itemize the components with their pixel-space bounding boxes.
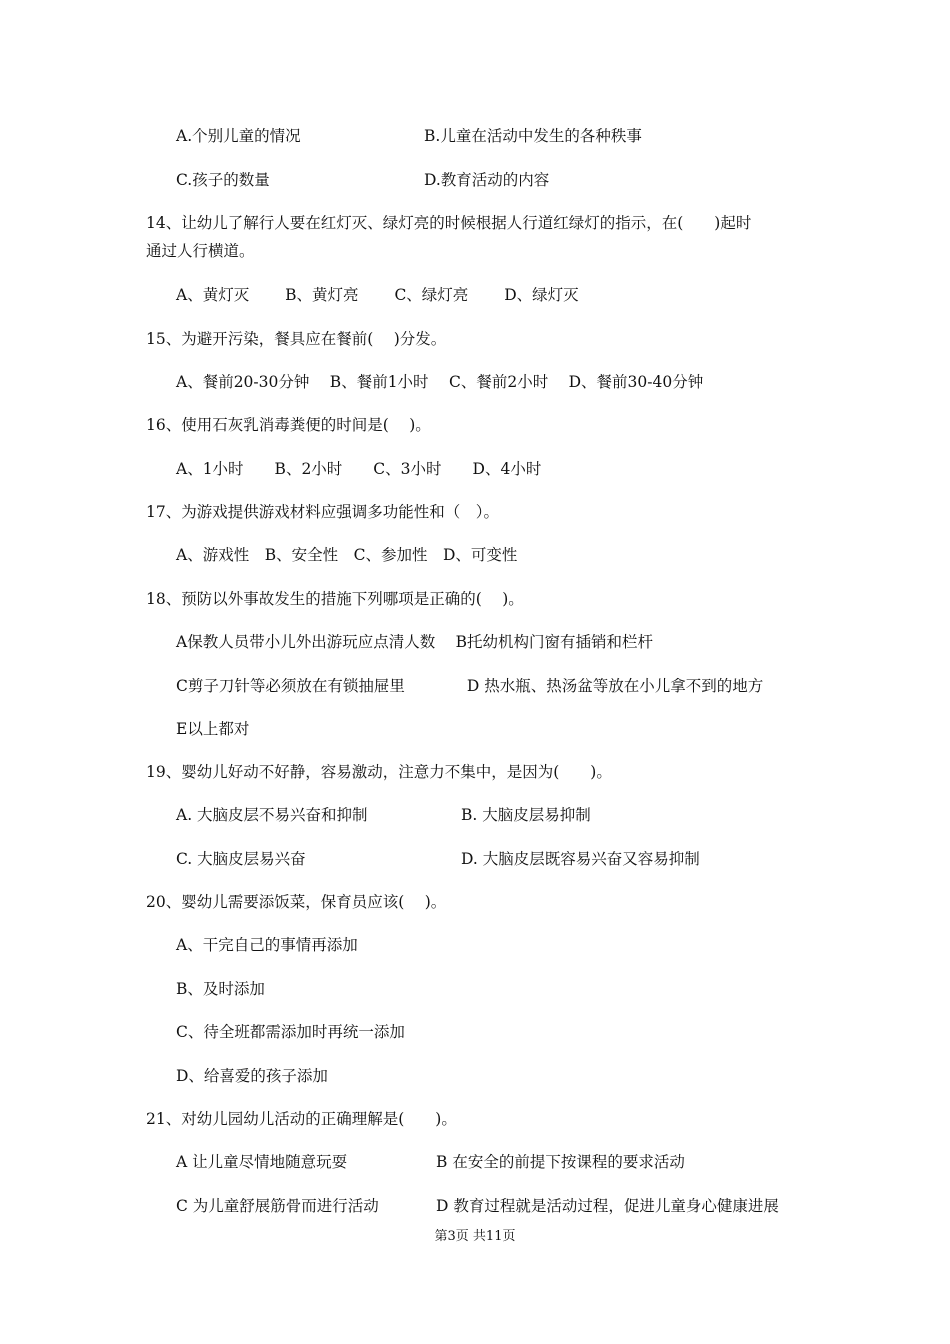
option-line-13ab: A.个别儿童的情况 — [176, 127, 301, 145]
question-16: 16、使用石灰乳消毒粪便的时间是( )。 — [146, 416, 431, 434]
options-21-a: A 让儿童尽情地随意玩耍 — [176, 1153, 348, 1171]
question-21: 21、对幼儿园幼儿活动的正确理解是( )。 — [146, 1110, 457, 1128]
options-19-b: B. 大脑皮层易抑制 — [461, 806, 591, 824]
options-20-a: A、干完自己的事情再添加 — [176, 936, 358, 954]
options-18-cd: C剪子刀针等必须放在有锁抽屉里 D 热水瓶、热汤盆等放在小儿拿不到的地方 — [176, 677, 764, 695]
options-21-d: D 教育过程就是活动过程，促进儿童身心健康进展 — [436, 1197, 779, 1215]
options-17: A、游戏性 B、安全性 C、参加性 D、可变性 — [176, 546, 518, 564]
options-20-d: D、给喜爱的孩子添加 — [176, 1067, 328, 1085]
question-17: 17、为游戏提供游戏材料应强调多功能性和（ ）。 — [146, 503, 499, 521]
options-20-b: B、及时添加 — [176, 980, 265, 998]
question-14-cont: 通过人行横道。 — [146, 242, 255, 260]
option-line-13cd: C.孩子的数量 — [176, 171, 270, 189]
options-21-c: C 为儿童舒展筋骨而进行活动 — [176, 1197, 379, 1215]
options-15: A、餐前20-30分钟 B、餐前1小时 C、餐前2小时 D、餐前30-40分钟 — [176, 373, 704, 391]
question-19: 19、婴幼儿好动不好静，容易激动，注意力不集中，是因为( )。 — [146, 763, 612, 781]
question-14: 14、让幼儿了解行人要在红灯灭、绿灯亮的时候根据人行道红绿灯的指示，在( )起时 — [146, 214, 752, 232]
options-16: A、1小时 B、2小时 C、3小时 D、4小时 — [176, 460, 542, 478]
question-20: 20、婴幼儿需要添饭菜，保育员应该( )。 — [146, 893, 447, 911]
options-19-d: D. 大脑皮层既容易兴奋又容易抑制 — [461, 850, 700, 868]
question-15: 15、为避开污染，餐具应在餐前( )分发。 — [146, 330, 447, 348]
options-21-b: B 在安全的前提下按课程的要求活动 — [436, 1153, 685, 1171]
option-line-13d: D.教育活动的内容 — [424, 171, 550, 189]
option-line-13b: B.儿童在活动中发生的各种秩事 — [424, 127, 642, 145]
options-19-a: A. 大脑皮层不易兴奋和抑制 — [176, 806, 368, 824]
options-14: A、黄灯灭 B、黄灯亮 C、绿灯亮 D、绿灯灭 — [176, 286, 579, 304]
options-18-e: E以上都对 — [176, 720, 250, 738]
options-19-c: C. 大脑皮层易兴奋 — [176, 850, 306, 868]
options-20-c: C、待全班都需添加时再统一添加 — [176, 1023, 405, 1041]
question-18: 18、预防以外事故发生的措施下列哪项是正确的( )。 — [146, 590, 524, 608]
page-number-footer: 第3页 共11页 — [434, 1229, 516, 1244]
options-18-ab: A保教人员带小儿外出游玩应点清人数 B托幼机构门窗有插销和栏杆 — [176, 633, 654, 651]
